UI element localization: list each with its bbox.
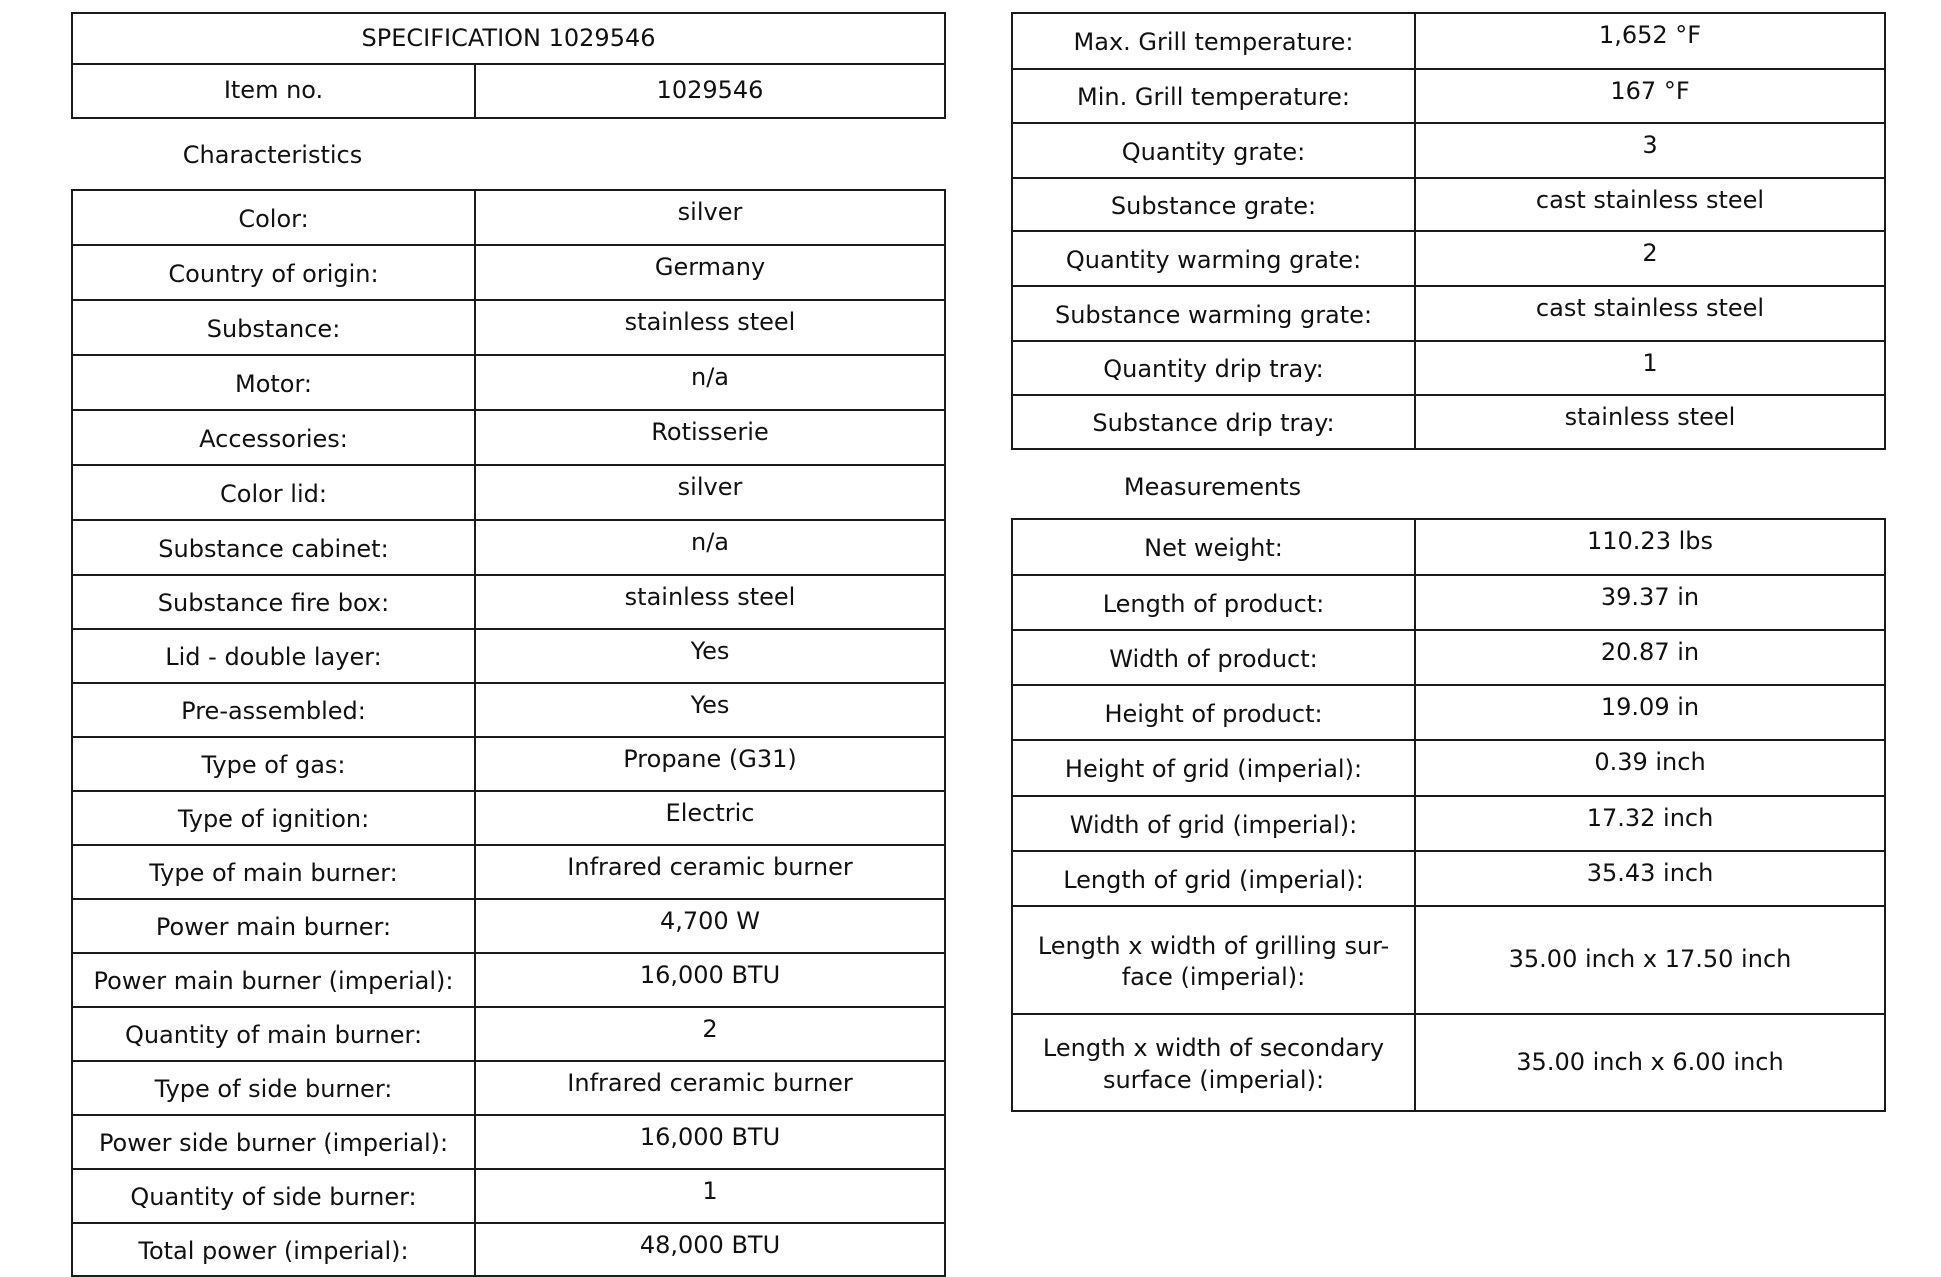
row-label: Height of grid (imperial): [1012,740,1415,796]
row-value: 35.00 inch x 6.00 inch [1415,1014,1885,1111]
row-label: Quantity warming grate: [1012,231,1415,286]
row-label: Length of grid (imperial): [1012,851,1415,906]
table-row [1012,286,1885,341]
specification-header-table [71,12,946,119]
row-label: Net weight: [1012,519,1415,575]
row-value: stainless steel [475,575,945,629]
table-row [72,1115,945,1169]
table-row [1012,1014,1885,1111]
table-row [1012,13,1885,69]
table-row [72,245,945,300]
row-label: Substance grate: [1012,178,1415,231]
row-value: Infrared ceramic burner [475,1061,945,1115]
row-label: Motor: [72,355,475,410]
measurements-table [1011,518,1886,1112]
row-value: silver [475,465,945,520]
table-row [1012,341,1885,395]
table-row [72,355,945,410]
row-value: Yes [475,629,945,683]
row-label: Type of main burner: [72,845,475,899]
row-label: Max. Grill temperature: [1012,13,1415,69]
table-row [72,190,945,245]
row-label: Power main burner: [72,899,475,953]
row-value: stainless steel [1415,395,1885,449]
row-value: 39.37 in [1415,575,1885,630]
row-value: Electric [475,791,945,845]
row-label: Quantity drip tray: [1012,341,1415,395]
row-value: 35.43 inch [1415,851,1885,906]
row-label: Total power (imperial): [72,1223,475,1276]
item-number-label: Item no. [72,64,475,118]
table-row [1012,519,1885,575]
row-value: 1 [475,1169,945,1223]
table-row [1012,851,1885,906]
row-label: Type of side burner: [72,1061,475,1115]
table-row [72,1061,945,1115]
row-value: 2 [475,1007,945,1061]
row-label: Width of grid (imperial): [1012,796,1415,851]
table-row [72,520,945,575]
grill-table [1011,12,1886,450]
table-row [72,1169,945,1223]
table-row [72,899,945,953]
table-row [72,1223,945,1276]
row-value: Germany [475,245,945,300]
measurements-heading: Measurements [1123,473,1302,501]
row-value: 0.39 inch [1415,740,1885,796]
table-row [72,1007,945,1061]
row-label: Accessories: [72,410,475,465]
row-label: Substance fire box: [72,575,475,629]
table-row [72,791,945,845]
table-row [1012,178,1885,231]
row-label: Quantity of side burner: [72,1169,475,1223]
row-label: Min. Grill temperature: [1012,69,1415,123]
characteristics-heading: Characteristics [182,141,363,169]
item-number-value: 1029546 [475,64,945,118]
row-value: 1 [1415,341,1885,395]
table-row [1012,231,1885,286]
table-row [72,953,945,1007]
table-row [1012,740,1885,796]
row-label: Height of product: [1012,685,1415,740]
row-value: 3 [1415,123,1885,178]
table-row [72,575,945,629]
row-value: cast stainless steel [1415,178,1885,231]
table-row [1012,906,1885,1014]
row-value: 35.00 inch x 17.50 inch [1415,906,1885,1014]
row-value: 16,000 BTU [475,1115,945,1169]
row-label: Country of origin: [72,245,475,300]
row-value: 20.87 in [1415,630,1885,685]
row-value: n/a [475,520,945,575]
row-value: 4,700 W [475,899,945,953]
row-value: 48,000 BTU [475,1223,945,1276]
row-label: Quantity grate: [1012,123,1415,178]
row-label: Width of product: [1012,630,1415,685]
table-row [72,410,945,465]
row-value: 2 [1415,231,1885,286]
table-row [1012,575,1885,630]
row-label: Pre-assembled: [72,683,475,737]
table-row [72,300,945,355]
row-value: 110.23 lbs [1415,519,1885,575]
row-value: 1,652 °F [1415,13,1885,69]
table-row [1012,796,1885,851]
row-label: Substance: [72,300,475,355]
row-label: Substance warming grate: [1012,286,1415,341]
row-label: Substance drip tray: [1012,395,1415,449]
row-value: 167 °F [1415,69,1885,123]
table-row [1012,630,1885,685]
row-label: Quantity of main burner: [72,1007,475,1061]
row-value: 19.09 in [1415,685,1885,740]
table-row [1012,395,1885,449]
table-row [72,845,945,899]
row-label: Substance cabinet: [72,520,475,575]
row-value: Propane (G31) [475,737,945,791]
row-label: Type of gas: [72,737,475,791]
row-value: Rotisserie [475,410,945,465]
row-value: n/a [475,355,945,410]
characteristics-table [71,189,946,1277]
row-value: 17.32 inch [1415,796,1885,851]
row-label: Color: [72,190,475,245]
row-value: Infrared ceramic burner [475,845,945,899]
specification-title: SPECIFICATION 1029546 [72,13,945,64]
row-label: Power side burner (imperial): [72,1115,475,1169]
row-value: cast stainless steel [1415,286,1885,341]
table-row [72,629,945,683]
table-row [1012,123,1885,178]
row-value: silver [475,190,945,245]
row-label: Length of product: [1012,575,1415,630]
row-value: Yes [475,683,945,737]
table-row [72,465,945,520]
table-row [72,683,945,737]
row-label: Length x width of grilling sur- face (imperial): [1012,906,1415,1014]
table-row [1012,685,1885,740]
row-label: Color lid: [72,465,475,520]
row-value: stainless steel [475,300,945,355]
row-label: Length x width of secondary surface (imperial): [1012,1014,1415,1111]
row-value: 16,000 BTU [475,953,945,1007]
row-label: Power main burner (imperial): [72,953,475,1007]
table-row [72,737,945,791]
row-label: Lid - double layer: [72,629,475,683]
row-label: Type of ignition: [72,791,475,845]
table-row [1012,69,1885,123]
